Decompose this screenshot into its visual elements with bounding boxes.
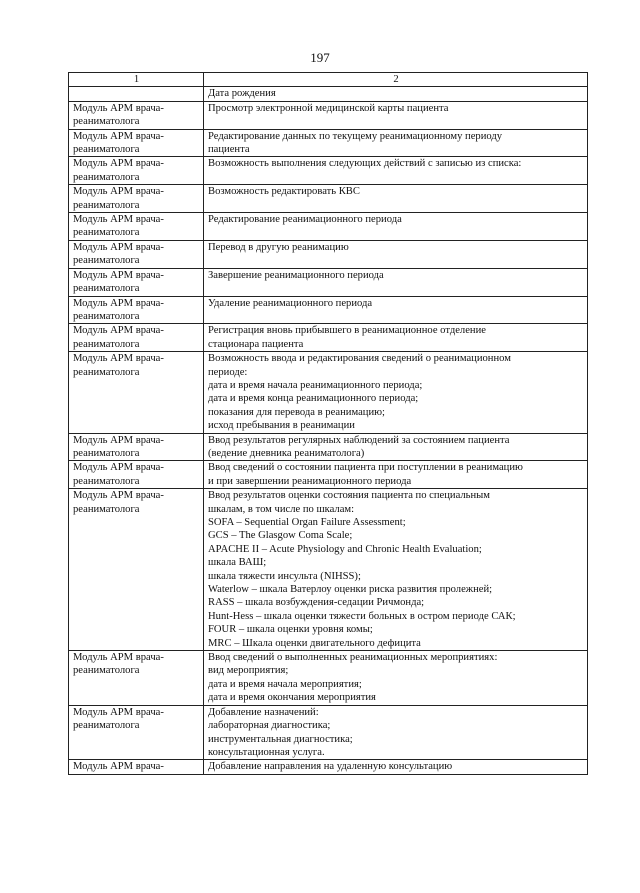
table-row <box>69 651 588 706</box>
description-line: инструментальная диагностика; <box>208 733 353 745</box>
description-line: шкалам, в том числе по шкалам: <box>208 503 355 515</box>
module-cell: Модуль АРМ врача-реаниматолога <box>69 352 204 433</box>
description-line: MRC – Шкала оценки двигательного дефицита <box>208 637 421 649</box>
description-line: стационара пациента <box>208 338 304 350</box>
description-line: SOFA – Sequential Organ Failure Assessment; <box>208 517 406 528</box>
description-line: Редактирование данных по текущему реанимационному периоду <box>208 130 503 142</box>
description-line: вид мероприятия; <box>208 665 289 677</box>
module-cell: Модуль АРМ врача- <box>69 760 204 774</box>
description-cell <box>204 268 588 296</box>
description-line: показания для перевода в реанимацию; <box>208 406 385 418</box>
description-cell <box>204 185 588 213</box>
table-row <box>69 296 588 324</box>
description-line: периоде: <box>208 366 248 378</box>
table-header-row <box>69 73 588 87</box>
module-cell: Модуль АРМ врача-реаниматолога <box>69 213 204 241</box>
description-line: Добавление направления на удаленную консультацию <box>208 761 453 773</box>
description-cell <box>204 352 588 433</box>
description-line: Добавление назначений: <box>208 706 319 718</box>
description-cell <box>204 705 588 760</box>
module-cell: Модуль АРМ врача-реаниматолога <box>69 101 204 129</box>
module-cell: Модуль АРМ врача-реаниматолога <box>69 296 204 324</box>
module-cell: Модуль АРМ врача-реаниматолога <box>69 240 204 268</box>
description-line: GCS – The Glasgow Coma Scale; <box>208 530 353 542</box>
table-row <box>69 157 588 185</box>
table-row <box>69 129 588 157</box>
description-cell <box>204 240 588 268</box>
description-line: Возможность ввода и редактирования сведений о реанимационном <box>208 353 511 365</box>
description-line: Ввод результатов регулярных наблюдений за состоянием пациента <box>208 434 510 446</box>
description-line: лабораторная диагностика; <box>208 720 331 732</box>
description-cell <box>204 296 588 324</box>
description-line: дата и время начала мероприятия; <box>208 678 362 690</box>
description-line: Перевод в другую реанимацию <box>208 241 349 253</box>
description-line: Дата рождения <box>208 88 276 100</box>
table-row <box>69 87 588 101</box>
table-row <box>69 240 588 268</box>
description-cell <box>204 87 588 101</box>
description-line: APACHE II – Acute Physiology and Chronic Health Evaluation; <box>208 543 482 555</box>
description-line: шкала ВАШ; <box>208 557 267 569</box>
description-cell <box>204 489 588 651</box>
description-cell <box>204 651 588 706</box>
module-cell: Модуль АРМ врача-реаниматолога <box>69 433 204 461</box>
description-line: и при завершении реанимационного периода <box>208 475 412 487</box>
description-cell <box>204 129 588 157</box>
table-row <box>69 213 588 241</box>
description-line: дата и время конца реанимационного периода; <box>208 393 419 405</box>
description-line: Редактирование реанимационного периода <box>208 214 402 226</box>
table-row <box>69 461 588 489</box>
description-line: Ввод сведений о состоянии пациента при поступлении в реанимацию <box>208 462 523 474</box>
description-line: (ведение дневника реаниматолога) <box>208 447 365 459</box>
description-line: консультационная услуга. <box>208 746 325 758</box>
column-header-1: 1 <box>69 73 204 87</box>
description-line: шкала тяжести инсульта (NIHSS); <box>208 570 361 582</box>
table-row <box>69 433 588 461</box>
table-row <box>69 101 588 129</box>
module-cell: Модуль АРМ врача-реаниматолога <box>69 268 204 296</box>
description-line: Возможность выполнения следующих действий с записью из списка: <box>208 158 522 170</box>
module-cell: Модуль АРМ врача-реаниматолога <box>69 129 204 157</box>
description-cell <box>204 324 588 352</box>
description-cell <box>204 157 588 185</box>
table-row <box>69 324 588 352</box>
module-cell: Модуль АРМ врача-реаниматолога <box>69 705 204 760</box>
description-line: RASS – шкала возбуждения-седации Ричмонда; <box>208 597 425 609</box>
table-row <box>69 268 588 296</box>
module-cell: Модуль АРМ врача-реаниматолога <box>69 324 204 352</box>
module-cell: Модуль АРМ врача-реаниматолога <box>69 651 204 706</box>
requirements-table <box>68 72 588 775</box>
description-cell <box>204 101 588 129</box>
description-cell <box>204 760 588 774</box>
table-row <box>69 352 588 433</box>
description-line: дата и время окончания мероприятия <box>208 692 376 704</box>
table-row <box>69 705 588 760</box>
description-line: Ввод результатов оценки состояния пациента по специальным <box>208 490 490 502</box>
description-line: дата и время начала реанимационного периода; <box>208 379 423 391</box>
description-line: Завершение реанимационного периода <box>208 269 384 281</box>
module-cell: Модуль АРМ врача-реаниматолога <box>69 489 204 651</box>
column-header-2: 2 <box>204 73 588 87</box>
description-line: Waterlow – шкала Ватерлоу оценки риска развития пролежней; <box>208 584 493 596</box>
description-cell <box>204 461 588 489</box>
description-line: FOUR – шкала оценки уровня комы; <box>208 624 373 636</box>
table-row <box>69 185 588 213</box>
module-cell: Модуль АРМ врача-реаниматолога <box>69 461 204 489</box>
description-cell <box>204 213 588 241</box>
module-cell: Модуль АРМ врача-реаниматолога <box>69 185 204 213</box>
module-cell <box>69 87 204 101</box>
module-cell: Модуль АРМ врача-реаниматолога <box>69 157 204 185</box>
page-number: 197 <box>310 50 330 65</box>
description-line: Hunt-Hess – шкала оценки тяжести больных в остром периоде САК; <box>208 610 516 622</box>
table-row <box>69 489 588 651</box>
description-line: Регистрация вновь прибывшего в реанимационное отделение <box>208 325 486 337</box>
description-line: Ввод сведений о выполненных реанимационных мероприятиях: <box>208 652 498 664</box>
table-row <box>69 760 588 774</box>
description-line: пациента <box>208 144 250 156</box>
description-line: Просмотр электронной медицинской карты пациента <box>208 102 449 114</box>
description-cell <box>204 433 588 461</box>
description-line: исход пребывания в реанимации <box>208 420 355 432</box>
description-line: Возможность редактировать КВС <box>208 186 360 198</box>
description-line: Удаление реанимационного периода <box>208 297 373 309</box>
